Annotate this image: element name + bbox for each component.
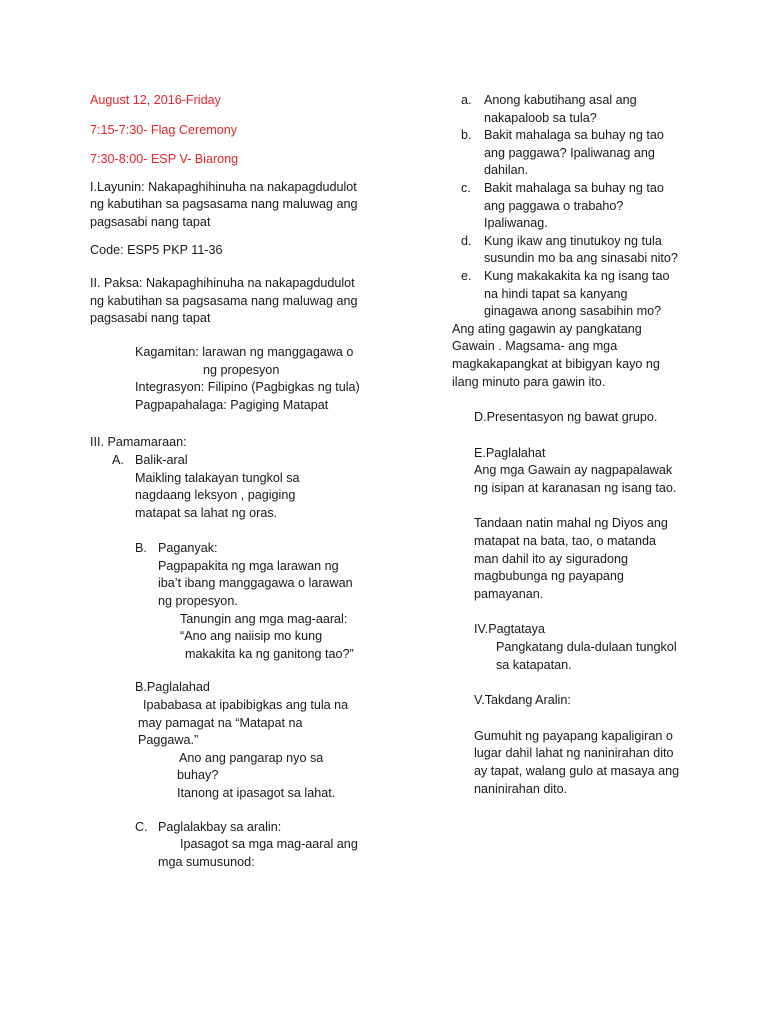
kagamitan-line-2: ng propesyon: [203, 362, 280, 377]
list-item-line: ang paggawa o trabaho?: [484, 198, 624, 213]
section-c-mark: C.: [135, 819, 148, 834]
presentasyon-line: D.Presentasyon ng bawat grupo.: [474, 410, 658, 425]
section-b-line: iba’t ibang manggagawa o larawan: [158, 576, 353, 591]
schedule-flag-ceremony: 7:15-7:30- Flag Ceremony: [90, 122, 237, 137]
takdang-section: [452, 728, 702, 798]
takdang-line: Gumuhit ng payapang kapaligiran o: [474, 728, 673, 743]
gawain-line: Gawain . Magsama- ang mga: [452, 339, 618, 354]
layunin-line: pagsasabi nang tapat: [90, 214, 211, 229]
section-b-line: Pagpapakita ng mga larawan ng: [158, 558, 339, 573]
section-a: [67, 452, 380, 522]
questions-list: [452, 92, 702, 321]
list-item-letter: d.: [461, 233, 472, 248]
list-item-line: Kung ikaw ang tinutukoy ng tula: [484, 233, 662, 248]
gawain-line: magkakapangkat at bibigyan kayo ng: [452, 356, 660, 371]
section-b-sub: Tanungin ang mga mag-aaral:: [180, 611, 348, 626]
paglalahat-line: Ang mga Gawain ay nagpapalawak: [474, 463, 673, 478]
schedule-esp: 7:30-8:00- ESP V- Biarong: [90, 152, 239, 167]
materials-section: [90, 344, 380, 414]
section-a-title: Balik-aral: [135, 452, 188, 467]
section-b-line: ng propesyon.: [158, 594, 238, 609]
list-item-line: dahilan.: [484, 163, 529, 178]
tandaan-line: matapat na bata, tao, o matanda: [474, 534, 657, 549]
list-item-letter: a.: [461, 93, 472, 107]
list-item-letter: e.: [461, 268, 472, 283]
right-column: [452, 92, 702, 798]
section-b-title: Paganyak:: [158, 541, 218, 556]
list-item-line: na hindi tapat sa kanyang: [484, 286, 628, 301]
paglalahat-title: E.Paglalahat: [474, 445, 546, 460]
paksa-line: II. Paksa: Nakapaghihinuha na nakapagdudulot: [90, 276, 355, 291]
list-item-letter: c.: [461, 180, 471, 195]
list-item-line: susundin mo ba ang sinasabi nito?: [484, 251, 678, 266]
section-a-line: matapat sa lahat ng oras.: [135, 505, 278, 520]
tandaan-section: [452, 515, 702, 603]
pagtataya-section: [452, 621, 702, 674]
takdang-line: ay tapat, walang gulo at masaya ang: [474, 764, 680, 778]
section-c-line: Ipasagot sa mga mag-aaral ang: [180, 837, 358, 852]
date-line: August 12, 2016-Friday: [90, 93, 221, 107]
paglalahat-section: [452, 445, 702, 498]
section-b-sub: makakita ka ng ganitong tao?”: [185, 646, 354, 661]
list-item: [452, 92, 702, 127]
section-a-mark: A.: [112, 452, 124, 467]
section-c-title: Paglalakbay sa aralin:: [158, 819, 282, 834]
list-item-line: Bakit mahalaga sa buhay ng tao: [484, 180, 664, 195]
list-item-line: Bakit mahalaga sa buhay ng tao: [484, 128, 664, 143]
pamamaraan-heading: III. Pamamaraan:: [90, 435, 187, 450]
takdang-title: V.Takdang Aralin:: [474, 693, 571, 708]
paglalahad-title: B.Paglalahad: [135, 680, 210, 695]
pagtataya-line: sa katapatan.: [496, 657, 572, 672]
tandaan-line: magbubunga ng payapang: [474, 569, 624, 584]
list-item-line: ginagawa anong sasabihin mo?: [484, 304, 662, 319]
paglalahad-section: [90, 679, 380, 802]
pagpapahalaga-line: Pagpapahalaga: Pagiging Matapat: [135, 397, 329, 412]
list-item-line: Kung makakakita ka ng isang tao: [484, 268, 670, 283]
list-item: [452, 127, 702, 180]
gawain-section: [452, 321, 702, 391]
list-item: [452, 268, 702, 321]
pagtataya-title: IV.Pagtataya: [474, 622, 545, 637]
list-item-line: Ipaliwanag.: [484, 216, 548, 231]
section-a-line: nagdaang leksyon , pagiging: [135, 488, 296, 503]
layunin-line: I.Layunin: Nakapaghihinuha na nakapagdudulot: [90, 179, 357, 194]
tandaan-line: man dahil ito ay siguradong: [474, 551, 629, 566]
gawain-line: ilang minuto para gawin ito.: [452, 374, 606, 389]
tandaan-line: Tandaan natin mahal ng Diyos ang: [474, 516, 668, 531]
code-line: Code: ESP5 PKP 11-36: [90, 242, 223, 257]
paksa-line: pagsasabi nang tapat: [90, 311, 211, 326]
list-item-line: Anong kabutihang asal ang: [484, 93, 637, 107]
integrasyon-line: Integrasyon: Filipino (Pagbigkas ng tula): [135, 380, 360, 395]
paglalahat-line: ng isipan at karanasan ng isang tao.: [474, 480, 677, 495]
section-c: [90, 819, 380, 872]
kagamitan-line: Kagamitan: larawan ng manggagawa o: [135, 344, 354, 359]
section-b-mark: B.: [135, 541, 147, 556]
takdang-line: lugar dahil lahat ng naninirahan dito: [474, 746, 674, 761]
paksa-section: [90, 275, 380, 328]
list-item-line: ang paggawa? Ipaliwanag ang: [484, 145, 655, 160]
list-item-line: nakapaloob sa tula?: [484, 110, 597, 125]
layunin-line: ng kabutihan sa pagsasama nang maluwag ang: [90, 197, 358, 212]
paglalahad-line: Paggawa.”: [138, 733, 199, 748]
pagtataya-line: Pangkatang dula-dulaan tungkol: [496, 640, 677, 655]
layunin-section: [90, 179, 380, 232]
section-b-sub: “Ano ang naiisip mo kung: [180, 629, 323, 644]
paglalahad-question: buhay?: [177, 768, 219, 783]
list-item-letter: b.: [461, 128, 472, 143]
paglalahad-line: may pamagat na “Matapat na: [138, 715, 303, 730]
paglalahad-line: Ipababasa at ipabibigkas ang tula na: [143, 698, 349, 713]
paglalahad-question: Itanong at ipasagot sa lahat.: [177, 786, 336, 800]
section-c-line: mga sumusunod:: [158, 854, 255, 869]
section-b: [90, 540, 380, 663]
gawain-line: Ang ating gagawin ay pangkatang: [452, 321, 642, 336]
left-column: [90, 92, 380, 871]
list-item: [452, 180, 702, 233]
paksa-line: ng kabutihan sa pagsasama nang maluwag ang: [90, 293, 358, 308]
list-item: [452, 233, 702, 268]
tandaan-line: pamayanan.: [474, 586, 544, 601]
paglalahad-question: Ano ang pangarap nyo sa: [179, 750, 324, 765]
section-a-line: Maikling talakayan tungkol sa: [135, 470, 300, 485]
takdang-line: naninirahan dito.: [474, 781, 568, 796]
